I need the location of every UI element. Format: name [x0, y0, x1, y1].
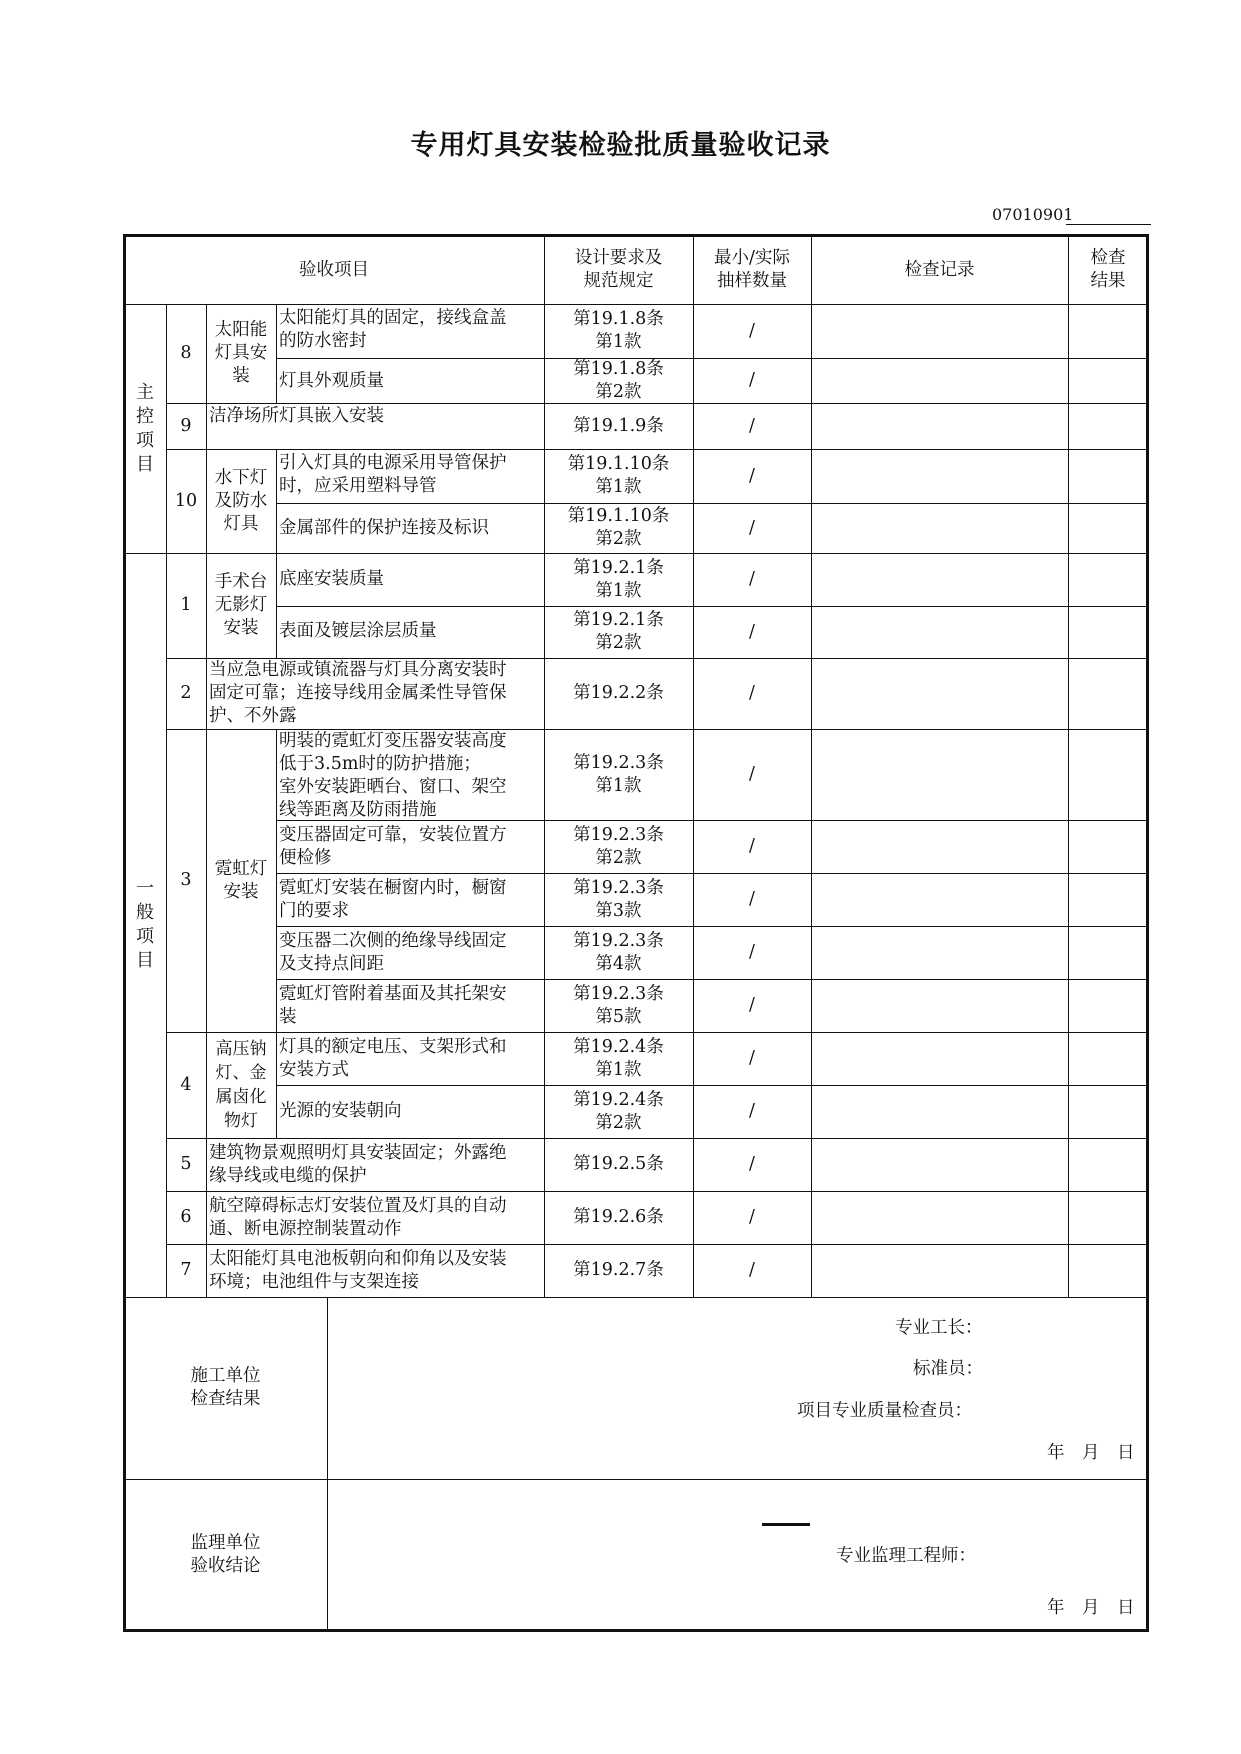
- table-rule: [276, 449, 277, 553]
- item-sample: /: [749, 836, 755, 856]
- header-sample: 最小/实际 抽样数量: [714, 248, 790, 291]
- form-code-underline: [1066, 224, 1151, 225]
- item-spec: 第19.2.3条 第1款: [573, 752, 664, 796]
- item-spec: 第19.2.5条: [573, 1154, 664, 1174]
- item-sample: /: [749, 995, 755, 1015]
- item-spec: 第19.2.4条 第2款: [573, 1089, 664, 1133]
- item-text: 底座安装质量: [279, 569, 384, 589]
- item-number: 10: [174, 490, 198, 511]
- item-spec: 第19.2.7条: [573, 1260, 664, 1280]
- item-sample: /: [749, 1154, 755, 1174]
- item-category: 水下灯 及防水 灯具: [214, 467, 268, 534]
- item-spec: 第19.1.10条 第1款: [567, 454, 670, 497]
- item-sample: /: [749, 1048, 755, 1068]
- table-rule: [276, 554, 277, 658]
- item-sample: /: [749, 517, 755, 538]
- supervision-label: 监理单位 验收结论: [190, 1533, 261, 1576]
- item-spec: 第19.2.3条 第5款: [573, 983, 664, 1027]
- item-category: 太阳能 灯具安 装: [214, 320, 268, 386]
- item-number: 5: [180, 1154, 192, 1174]
- item-spec: 第19.1.8条 第2款: [573, 358, 664, 402]
- construction-label: 施工单位 检查结果: [190, 1366, 261, 1409]
- supervision-engineer-label: 专业监理工程师：: [836, 1546, 976, 1566]
- item-text: 洁净场所灯具嵌入安装: [209, 406, 384, 426]
- item-number: 7: [180, 1260, 192, 1280]
- item-sample: /: [749, 683, 755, 703]
- item-number: 9: [180, 415, 192, 436]
- header-spec: 设计要求及 规范规定: [574, 248, 663, 291]
- item-sample: /: [749, 370, 755, 390]
- item-spec: 第19.1.9条: [573, 415, 664, 436]
- header-result: 检查 结果: [1090, 248, 1126, 291]
- item-spec: 第19.2.1条 第2款: [573, 610, 664, 653]
- item-spec: 第19.2.4条 第1款: [573, 1036, 664, 1080]
- item-text: 金属部件的保护连接及标识: [279, 518, 489, 538]
- item-number: 6: [180, 1207, 192, 1227]
- item-text: 霓虹灯安装在橱窗内时，橱窗 门的要求: [279, 878, 507, 921]
- table-rule: [811, 236, 812, 1297]
- item-spec: 第19.2.2条: [573, 683, 664, 703]
- form-code: 07010901: [992, 205, 1074, 224]
- item-number: 3: [180, 870, 192, 890]
- item-text: 霓虹灯管附着基面及其托架安 装: [279, 984, 507, 1027]
- item-spec: 第19.2.3条 第2款: [573, 824, 664, 868]
- item-sample: /: [749, 465, 755, 486]
- item-text: 明装的霓虹灯变压器安装高度 低于3.5m时的防护措施； 室外安装距晒台、窗口、架空 线等距离及防雨措施: [279, 731, 507, 820]
- item-sample: /: [749, 569, 755, 589]
- item-sample: /: [749, 1207, 755, 1227]
- header-item: 验收项目: [299, 259, 369, 280]
- item-spec: 第19.2.3条 第3款: [573, 877, 664, 921]
- item-spec: 第19.2.1条 第1款: [573, 557, 664, 601]
- item-sample: /: [749, 764, 755, 784]
- signature-mark: [762, 1523, 810, 1526]
- item-number: 2: [180, 683, 192, 703]
- table-rule: [327, 1297, 328, 1630]
- item-spec: 第19.1.10条 第2款: [567, 506, 670, 549]
- item-text: 太阳能灯具电池板朝向和仰角以及安装 环境；电池组件与支架连接: [209, 1249, 507, 1292]
- item-sample: /: [749, 1260, 755, 1280]
- item-sample: /: [749, 621, 755, 642]
- item-sample: /: [749, 415, 755, 436]
- page-title: 专用灯具安装检验批质量验收记录: [410, 130, 831, 161]
- table-rule: [1068, 236, 1069, 1297]
- item-text: 当应急电源或镇流器与灯具分离安装时 固定可靠；连接导线用金属柔性导管保 护、不外露: [209, 660, 507, 726]
- standard-officer-label: 标准员：: [913, 1359, 983, 1379]
- item-spec: 第19.2.6条: [573, 1207, 664, 1227]
- item-category: 霓虹灯 安装: [214, 858, 268, 902]
- item-text: 航空障碍标志灯安装位置及灯具的自动 通、断电源控制装置动作: [209, 1196, 507, 1239]
- item-text: 变压器二次侧的绝缘导线固定 及支持点间距: [279, 931, 507, 974]
- item-text: 太阳能灯具的固定，接线盒盖 的防水密封: [279, 308, 507, 351]
- general-section-label: 一 般 项 目: [136, 878, 154, 971]
- quality-inspector-label: 项目专业质量检查员：: [797, 1401, 972, 1421]
- item-spec: 第19.1.8条 第1款: [573, 309, 664, 352]
- item-number: 1: [180, 595, 192, 615]
- item-sample: /: [749, 1101, 755, 1121]
- supervision-date: 年 月 日: [1047, 1598, 1135, 1618]
- item-number: 4: [180, 1074, 192, 1095]
- item-text: 引入灯具的电源采用导管保护 时，应采用塑料导管: [279, 453, 507, 496]
- main-section-label: 主 控 项 目: [136, 381, 154, 475]
- foreman-label: 专业工长：: [895, 1318, 983, 1338]
- item-category: 高压钠 灯、金 属卤化 物灯: [215, 1039, 267, 1131]
- item-sample: /: [749, 942, 755, 962]
- item-number: 8: [180, 343, 192, 363]
- item-spec: 第19.2.3条 第4款: [573, 930, 664, 974]
- item-text: 灯具的额定电压、支架形式和 安装方式: [279, 1037, 507, 1080]
- item-sample: /: [749, 889, 755, 909]
- header-record: 检查记录: [904, 259, 975, 280]
- item-text: 灯具外观质量: [279, 371, 384, 391]
- item-text: 建筑物景观照明灯具安装固定；外露绝 缘导线或电缆的保护: [209, 1143, 507, 1186]
- table-rule: [276, 729, 277, 1138]
- item-text: 变压器固定可靠，安装位置方 便检修: [279, 825, 507, 868]
- item-text: 表面及镀层涂层质量: [279, 621, 437, 641]
- item-sample: /: [749, 320, 755, 341]
- table-rule: [276, 305, 277, 403]
- item-text: 光源的安装朝向: [279, 1101, 402, 1121]
- construction-date: 年 月 日: [1047, 1443, 1135, 1463]
- item-category: 手术台 无影灯 安装: [214, 572, 268, 638]
